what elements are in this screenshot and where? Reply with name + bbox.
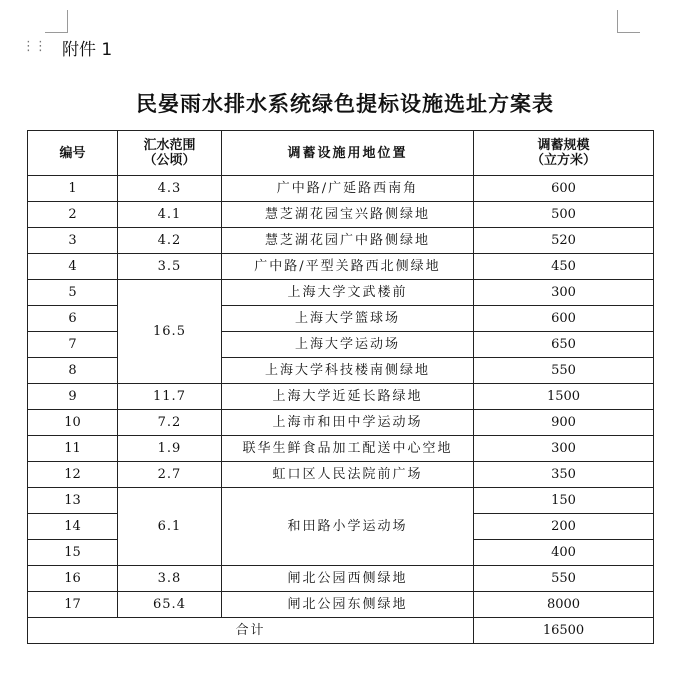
cell-no: 14 — [28, 514, 118, 540]
cell-no: 6 — [28, 306, 118, 332]
cell-area: 4.1 — [118, 202, 222, 228]
cell-scale: 520 — [474, 228, 654, 254]
total-scale: 16500 — [474, 618, 654, 644]
cell-area: 4.2 — [118, 228, 222, 254]
cell-location: 虹口区人民法院前广场 — [222, 462, 474, 488]
table-row — [28, 176, 654, 202]
cell-no: 2 — [28, 202, 118, 228]
cell-area: 1.9 — [118, 436, 222, 462]
document-title: 民晏雨水排水系统绿色提标设施选址方案表 — [136, 91, 554, 116]
header-scale-line2: （立方米） — [530, 153, 596, 168]
cell-location: 闸北公园西侧绿地 — [222, 566, 474, 592]
drag-handle-icon[interactable]: ⋮⋮ — [22, 39, 46, 54]
table-row — [28, 384, 654, 410]
cell-no: 15 — [28, 540, 118, 566]
cell-scale: 600 — [474, 176, 654, 202]
cell-location: 慧芝湖花园广中路侧绿地 — [222, 228, 474, 254]
cell-location-merged: 和田路小学运动场 — [222, 488, 474, 566]
table-row — [28, 592, 654, 618]
table-row — [28, 280, 654, 306]
cell-no: 11 — [28, 436, 118, 462]
cell-scale: 600 — [474, 306, 654, 332]
cell-no: 9 — [28, 384, 118, 410]
page-corner-mark-left — [45, 10, 68, 33]
cell-location: 上海大学科技楼南侧绿地 — [222, 358, 474, 384]
cell-no: 12 — [28, 462, 118, 488]
cell-location: 联华生鲜食品加工配送中心空地 — [222, 436, 474, 462]
cell-area: 7.2 — [118, 410, 222, 436]
cell-scale: 150 — [474, 488, 654, 514]
cell-no: 13 — [28, 488, 118, 514]
table-row — [28, 436, 654, 462]
header-area — [118, 131, 222, 176]
cell-no: 4 — [28, 254, 118, 280]
cell-scale: 450 — [474, 254, 654, 280]
cell-location: 上海市和田中学运动场 — [222, 410, 474, 436]
cell-scale: 400 — [474, 540, 654, 566]
header-area-line2: （公顷） — [143, 153, 196, 168]
cell-area: 3.5 — [118, 254, 222, 280]
cell-area: 3.8 — [118, 566, 222, 592]
site-plan-table — [27, 130, 654, 644]
cell-scale: 300 — [474, 436, 654, 462]
header-scale — [474, 131, 654, 176]
table-row — [28, 566, 654, 592]
table-header-row — [28, 131, 654, 176]
cell-scale: 1500 — [474, 384, 654, 410]
cell-no: 7 — [28, 332, 118, 358]
cell-location: 闸北公园东侧绿地 — [222, 592, 474, 618]
header-no: 编号 — [28, 131, 118, 176]
cell-area: 2.7 — [118, 462, 222, 488]
cell-location: 上海大学篮球场 — [222, 306, 474, 332]
header-scale-line1: 调蓄规模 — [537, 138, 590, 153]
cell-area: 4.3 — [118, 176, 222, 202]
cell-scale: 500 — [474, 202, 654, 228]
table-row — [28, 202, 654, 228]
total-row — [28, 618, 654, 644]
cell-scale: 900 — [474, 410, 654, 436]
cell-area-merged: 6.1 — [118, 488, 222, 566]
cell-location: 慧芝湖花园宝兴路侧绿地 — [222, 202, 474, 228]
cell-location: 上海大学近延长路绿地 — [222, 384, 474, 410]
attachment-label: 附件 1 — [62, 40, 113, 60]
cell-no: 8 — [28, 358, 118, 384]
cell-area-merged: 16.5 — [118, 280, 222, 384]
cell-no: 10 — [28, 410, 118, 436]
cell-location: 上海大学文武楼前 — [222, 280, 474, 306]
cell-no: 3 — [28, 228, 118, 254]
cell-location: 广中路/平型关路西北侧绿地 — [222, 254, 474, 280]
header-location: 调蓄设施用地位置 — [222, 131, 474, 176]
cell-scale: 200 — [474, 514, 654, 540]
table-row — [28, 462, 654, 488]
table-row — [28, 488, 654, 514]
cell-scale: 350 — [474, 462, 654, 488]
table-row — [28, 410, 654, 436]
header-area-line1: 汇水范围 — [143, 138, 196, 153]
total-label: 合计 — [28, 618, 474, 644]
cell-no: 1 — [28, 176, 118, 202]
cell-no: 17 — [28, 592, 118, 618]
cell-no: 5 — [28, 280, 118, 306]
page-corner-mark-right — [617, 10, 640, 33]
cell-scale: 550 — [474, 566, 654, 592]
cell-scale: 550 — [474, 358, 654, 384]
cell-scale: 650 — [474, 332, 654, 358]
table-row — [28, 228, 654, 254]
cell-area: 65.4 — [118, 592, 222, 618]
cell-location: 上海大学运动场 — [222, 332, 474, 358]
cell-scale: 8000 — [474, 592, 654, 618]
cell-scale: 300 — [474, 280, 654, 306]
cell-area: 11.7 — [118, 384, 222, 410]
table-row — [28, 254, 654, 280]
cell-no: 16 — [28, 566, 118, 592]
cell-location: 广中路/广延路西南角 — [222, 176, 474, 202]
